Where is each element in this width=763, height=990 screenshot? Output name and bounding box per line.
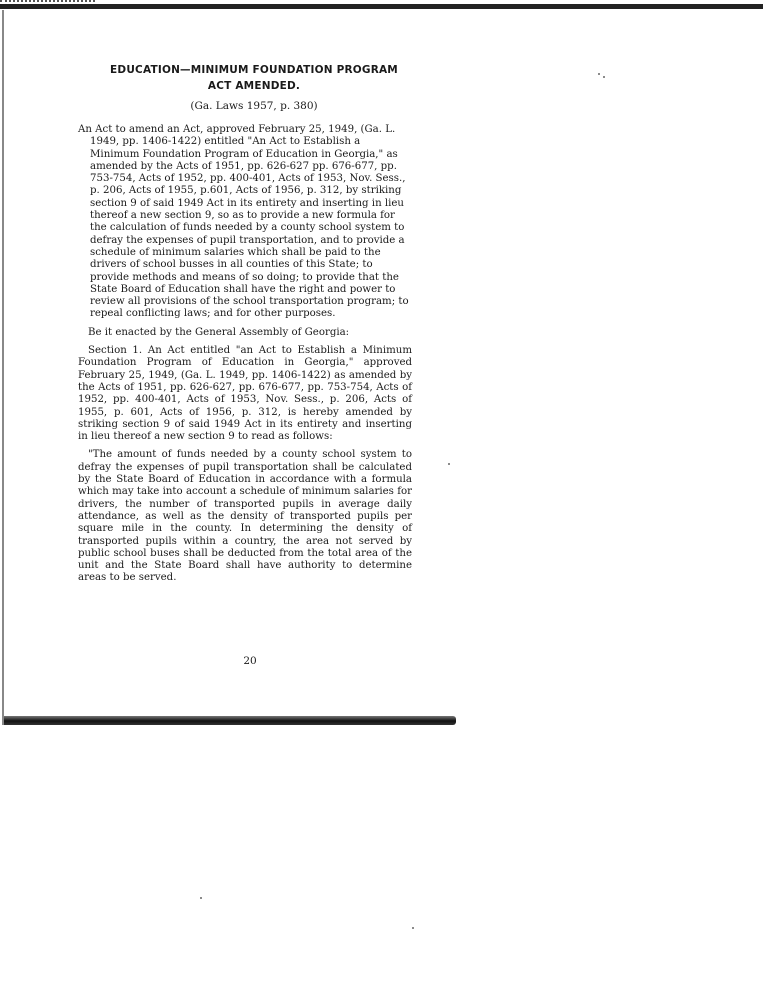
enacting-clause: Be it enacted by the General Assembly of Georgia:	[88, 326, 350, 338]
document-heading-line2: ACT AMENDED.	[207, 80, 301, 92]
bottom-scan-border	[4, 716, 456, 725]
left-scan-edge	[2, 10, 4, 725]
scan-speck	[603, 76, 605, 78]
scan-speck	[412, 927, 414, 929]
act-title-paragraph: An Act to amend an Act, approved February 25, 1949, (Ga. L. 1949, pp. 1406-1422) entitled "An Act to Establish a Minimum Foundation Program of Education in Georgia," as amended by the Acts of 1951, pp. 626-627 pp. 676-677, pp. 753-754, Acts of 1952, pp. 400-401, Acts of 1953, Nov. Sess., p. 206, Acts of 1955, p.601, Acts of 1956, p. 312, by striking section 9 of said 1949 Act in its entirety and inserting in lieu thereof a new section 9, so as to provide a new formula for the calculation of funds needed by a county school system to defray the expenses of pupil transportation, and to provide a schedule of minimum salaries which shall be paid to the drivers of school busses in all counties of this State; to provide methods and means of so doing; to provide that the State Board of Education shall have the right and power to review all provisions of the school transportation program; to repeal conflicting laws; and for other purposes.	[78, 124, 409, 320]
document-heading-line1: EDUCATION—MINIMUM FOUNDATION PROGRAM	[110, 64, 398, 76]
top-scan-border	[0, 4, 763, 9]
scan-speck	[200, 897, 202, 899]
section-1-paragraph: Section 1. An Act entitled "an Act to Establish a Minimum Foundation Program of Education in Georgia," approved February 25, 1949, (Ga. L. 1949, pp. 1406-1422) as amended by the Acts of 1951, pp. 626-627, pp. 676-677, pp. 753-754, Acts of 1952, pp. 400-401, Acts of 1953, Nov. Sess., p. 206, Acts of 1955, p. 601, Acts of 1956, p. 312, is hereby amended by striking section 9 of said 1949 Act in its entirety and inserting in lieu thereof a new section 9 to read as follows:	[78, 345, 412, 443]
page-number: 20	[243, 655, 257, 667]
document-citation: (Ga. Laws 1957, p. 380)	[190, 100, 318, 112]
scan-speck	[598, 73, 600, 75]
document-page	[78, 62, 412, 591]
scan-speck	[448, 463, 450, 465]
quoted-section-paragraph: "The amount of funds needed by a county school system to defray the expenses of pupil transportation shall be calculated by the State Board of Education in accordance with a formula which may take into account a schedule of minimum salaries for drivers, the number of transported pupils in average daily attendance, as well as the density of transported pupils per square mile in the county. In determining the density of transported pupils within a country, the area not served by public school buses shall be deducted from the total area of the unit and the State Board shall have authority to determine areas to be served.	[78, 449, 412, 584]
